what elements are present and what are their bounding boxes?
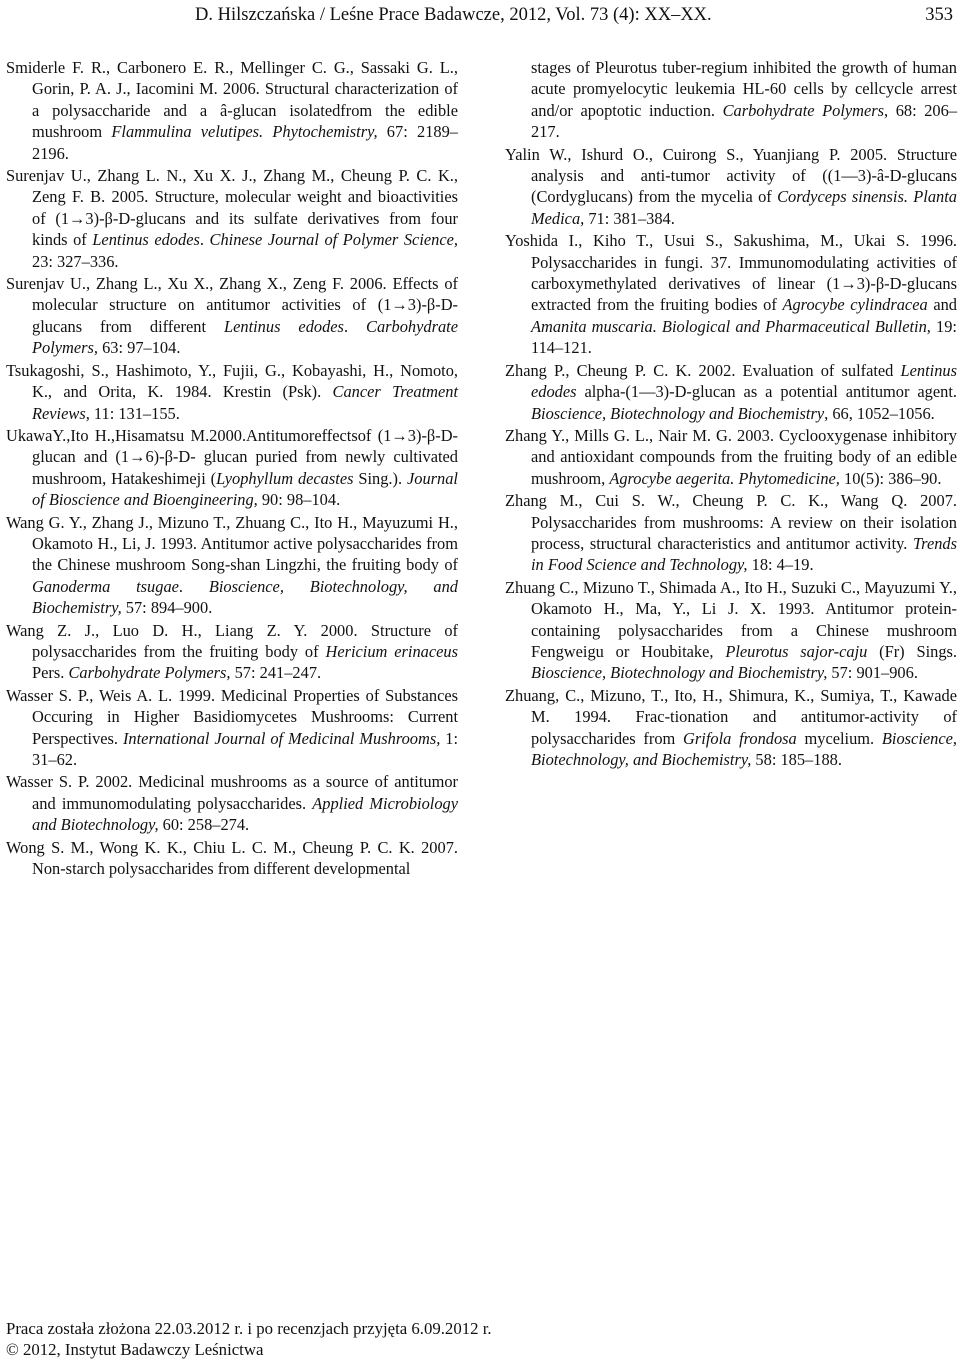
reference-entry-continued: stages of Pleurotus tuber-regium inhibited the growth of human acute promyelocytic leukemia HL-60 cells by cellcycle arrest and/or apoptotic induction. Carbohydrate Polymers, 68: 206–217. (531, 58, 958, 142)
reference-entry: Surenjav U., Zhang L. N., Xu X. J., Zhang M., Cheung P. C. K., Zeng F. B. 2005. Structure, molecular weight and bioactivities of (1→3)-β-D-glucans and its sulfate derivatives from four kinds of Lentinus edodes. Chinese Journal of Polymer Science, 23: 327–336. (6, 166, 459, 271)
reference-entry: Zhuang, C., Mizuno, T., Ito, H., Shimura, K., Sumiya, T., Kawade M. 1994. Frac-tionation and antitumor-activity of polysaccharides from Grifola frondosa mycelium. Bioscience, Biotechnology, and Biochemistry, 58: 185–188. (505, 685, 957, 769)
reference-entry: Zhuang C., Mizuno T., Shimada A., Ito H., Suzuki C., Mayuzumi Y., Okamoto H., Ma, Y., Li J. X. 1993. Antitumor protein-containing polysaccharides from a Chinese mushroom Fengweigu or Houbitake, Pleurotus sajor-caju (Fr) Sings. Bioscience, Biotechnology and Biochemistry, 57: 901–906. (505, 577, 957, 683)
reference-entry: Wong S. M., Wong K. K., Chiu L. C. M., Cheung P. C. K. 2007. Non-starch polysaccharides from different developmental (6, 837, 458, 879)
reference-entry: Tsukagoshi, S., Hashimoto, Y., Fujii, G., Kobayashi, H., Nomoto, K., and Orita, K. 1984. Krestin (Psk). Cancer Treatment Reviews, 11: 131–155. (6, 360, 458, 423)
publication-footer (6, 1318, 492, 1360)
reference-entry: Zhang P., Cheung P. C. K. 2002. Evaluation of sulfated Lentinus edodes alpha-(1—3)-D-glucan as a potential antitumor agent. Bioscience, Biotechnology and Biochemistry, 66, 1052–1056. (505, 360, 957, 423)
right-column (505, 57, 957, 771)
reference-entry: Wasser S. P. 2002. Medicinal mushrooms as a source of antitumor and immunomodulating polysaccharides. Applied Microbiology and Biotechnology, 60: 258–274. (6, 772, 458, 835)
reference-entry: Wang G. Y., Zhang J., Mizuno T., Zhuang C., Ito H., Mayuzumi H., Okamoto H., Li, J. 1993. Antitumor active polysaccharides from the Chinese mushroom Song-shan Lingzhi, the fruiting body of Ganoderma tsugae. Bioscience, Biotechnology, and Biochemistry, 57: 894–900. (6, 512, 459, 618)
page-number: 353 (925, 5, 953, 25)
reference-entry: Zhang Y., Mills G. L., Nair M. G. 2003. Cyclooxygenase inhibitory and antioxidant compounds from the fruiting body of an edible mushroom, Agrocybe aegerita. Phytomedicine, 10(5): 386–90. (505, 425, 957, 488)
reference-entry: UkawaY.,Ito H.,Hisamatsu M.2000.Antitumoreffectsof (1→3)-β-D- glucan and (1→6)-β-D- glucan puried from newly cultivated mushroom, Hatakeshimeji (Lyophyllum decastes Sing.). Journal of Bioscience and Bioengineering, 90: 98–104. (6, 425, 458, 510)
reference-entry: Yalin W., Ishurd O., Cuirong S., Yuanjiang P. 2005. Structure analysis and anti-tumor activity of ((1—3)-â-D-glucans (Cordyglucans) from the mycelia of Cordyceps sinensis. Planta Medica, 71: 381–384. (505, 144, 957, 228)
reference-entry: Zhang M., Cui S. W., Cheung P. C. K., Wang Q. 2007. Polysaccharides from mushrooms: A review on their isolation process, structural characteristics and antitumor activity. Trends in Food Science and Technology, 18: 4–19. (505, 491, 957, 575)
reference-entry: Yoshida I., Kiho T., Usui S., Sakushima, M., Ukai S. 1996. Polysaccharides in fungi. 37. Immunomodulating activities of carboxymethylated derivatives of linear (1→3)-β-D-glucans extracted from the fruiting bodies of Agrocybe cylindracea and Amanita muscaria. Biological and Pharmaceutical Bulletin, 19: 114–121. (505, 231, 958, 358)
reference-entry: Smiderle F. R., Carbonero E. R., Mellinger C. G., Sassaki G. L., Gorin, P. A. J., Iacomini M. 2006. Structural characterization of a polysaccharide and a â-glucan isolatedfrom the edible mushroom Flammulina velutipes. Phytochemistry, 67: 2189–2196. (6, 58, 458, 163)
reference-entry: Wang Z. J., Luo D. H., Liang Z. Y. 2000. Structure of polysaccharides from the fruiting body of Hericium erinaceus Pers. Carbohydrate Polymers, 57: 241–247. (6, 620, 458, 683)
running-header (195, 5, 955, 27)
running-title: D. Hilszczańska / Leśne Prace Badawcze, 2012, Vol. 73 (4): XX–XX. (195, 5, 712, 25)
submission-dates: Praca została złożona 22.03.2012 r. i po recenzjach przyjęta 6.09.2012 r. (6, 1319, 492, 1338)
reference-entry: Wasser S. P., Weis A. L. 1999. Medicinal Properties of Substances Occuring in Higher Basidiomycetes Mushrooms: Current Perspectives. International Journal of Medicinal Mushrooms, 1: 31–62. (6, 685, 458, 769)
copyright-notice: © 2012, Instytut Badawczy Leśnictwa (6, 1340, 264, 1359)
reference-entry: Surenjav U., Zhang L., Xu X., Zhang X., Zeng F. 2006. Effects of molecular structure on antitumor activities of (1→3)-β-D-glucans from different Lentinus edodes. Carbohydrate Polymers, 63: 97–104. (6, 274, 458, 358)
left-column (6, 57, 458, 880)
